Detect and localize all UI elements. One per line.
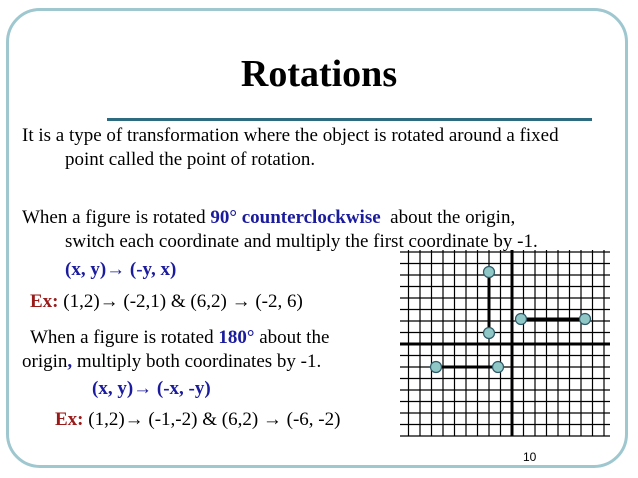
rule-180-origin: origin <box>22 351 68 372</box>
rule-90-angle: 90° counterclockwise <box>210 207 381 228</box>
rule-180-rest: multiply both coordinates by -1. <box>72 351 322 372</box>
plot-point <box>484 267 495 278</box>
rule-180-prefix: When a figure is rotated <box>30 327 219 348</box>
rule-90-suffix: about the origin, <box>380 207 516 228</box>
rule-90-prefix: When a figure is rotated <box>22 207 211 228</box>
definition-line-1: It is a type of transformation where the object is rotated around a fixed <box>22 125 559 146</box>
page-number: 10 <box>523 450 537 464</box>
plot-point <box>493 362 504 373</box>
example-2-label: Ex: <box>55 409 84 430</box>
example-1-text: (1,2)→ (-2,1) & (6,2) → (-2, 6) <box>58 291 303 312</box>
plot-point <box>484 328 495 339</box>
rule-180-angle: 180° <box>218 327 255 348</box>
definition-line-2: point called the point of rotation. <box>65 149 316 170</box>
example-2-text: (1,2)→ (-1,-2) & (6,2) → (-6, -2) <box>83 409 341 430</box>
example-1-label: Ex: <box>30 291 59 312</box>
rule-180-formula: (x, y)→ (-x, -y) <box>92 378 211 399</box>
rule-90-line-2: switch each coordinate and multiply the first coordinate by -1. <box>65 231 538 252</box>
plot-point <box>580 314 591 325</box>
plot-point <box>516 314 527 325</box>
rule-90-formula: (x, y)→ (-y, x) <box>65 259 177 280</box>
plot-point <box>431 362 442 373</box>
rule-180-suffix: about the <box>254 327 330 348</box>
slide-title: Rotations <box>240 53 398 95</box>
rule-180-comma: , <box>67 351 73 372</box>
